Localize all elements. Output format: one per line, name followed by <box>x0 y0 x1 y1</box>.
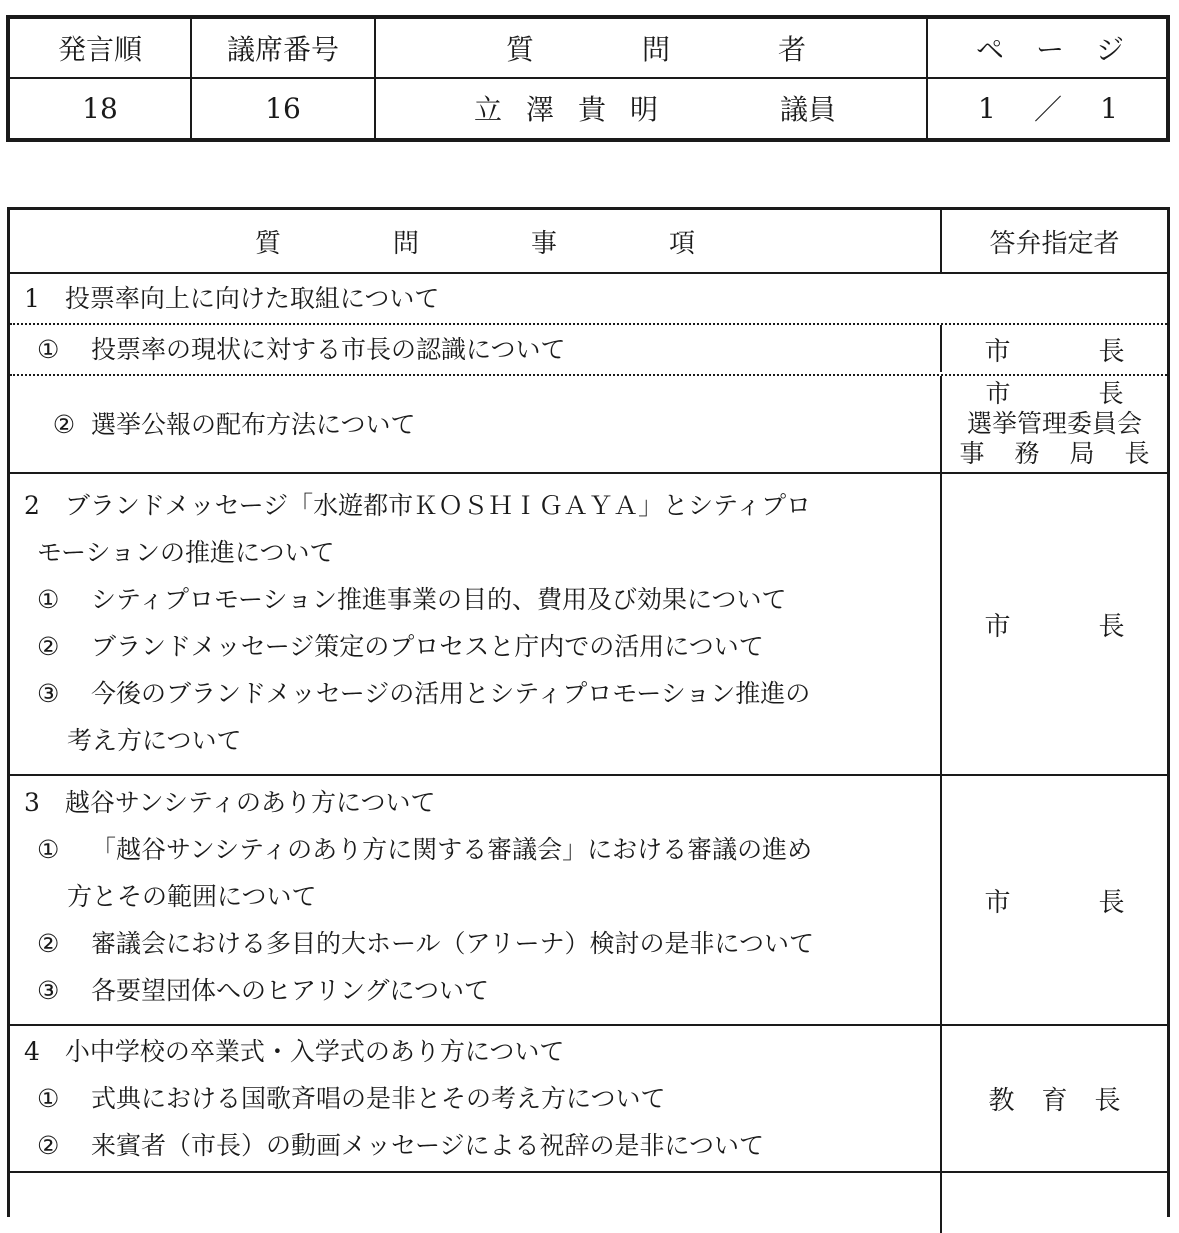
seat-number-value: 16 <box>192 79 376 139</box>
section-2-item-3: ③ 今後のブランドメッセージの活用とシティプロモーション推進の <box>37 679 811 708</box>
section-3-questions <box>10 776 942 1024</box>
section-4-item-2: ② 来賓者（市長）の動画メッセージによる祝辞の是非について <box>37 1131 765 1160</box>
section-2-answerer: 市 長 <box>984 611 1125 642</box>
section-4-answerer: 教 育 長 <box>988 1086 1121 1116</box>
header-col-seat: 議席番号 <box>192 19 376 79</box>
section-4-row <box>10 1026 1167 1173</box>
section-4-title: 4 小中学校の卒業式・入学式のあり方について <box>24 1037 565 1066</box>
table-head-answerer: 答弁指定者 <box>989 228 1120 259</box>
section-3-answerer: 市 長 <box>984 887 1125 918</box>
table-head-items: 質 問 事 項 <box>10 210 942 272</box>
section-1-item-2: ② 選挙公報の配布方法について <box>10 376 942 472</box>
section-1-item-1-row <box>10 325 1167 376</box>
questioner-title: 議員 <box>779 93 836 127</box>
section-2-title-cont: モーションの推進について <box>37 538 335 567</box>
section-2-item-1: ① シティプロモーション推進事業の目的、費用及び効果について <box>37 585 787 614</box>
question-items-table <box>7 207 1170 1217</box>
section-1-item-2-answerer: 市 長 選挙管理委員会 事 務 局 長 <box>959 379 1150 468</box>
questioner-name <box>376 79 928 139</box>
section-1-title: 1 投票率向上に向けた取組について <box>24 284 440 313</box>
header-col-questioner: 質 問 者 <box>376 19 928 79</box>
header-col-page: ペ ー ジ <box>928 19 1166 79</box>
speaker-order-value: 18 <box>10 79 192 139</box>
empty-next-row <box>10 1173 1167 1233</box>
section-3-item-2: ② 審議会における多目的大ホール（アリーナ）検討の是非について <box>37 929 815 958</box>
section-2-title: 2 ブランドメッセージ「水遊都市ＫＯＳＨＩＧＡＹＡ」とシティプロ <box>24 491 812 520</box>
section-4-questions <box>10 1026 942 1171</box>
speaker-header-table <box>6 15 1170 142</box>
section-1-item-2-row <box>10 376 1167 474</box>
table-head-row <box>10 210 1167 274</box>
section-2-questions <box>10 474 942 774</box>
section-3-row <box>10 776 1167 1026</box>
section-1-title-row <box>10 274 1167 325</box>
section-2-row <box>10 474 1167 776</box>
section-3-item-3: ③ 各要望団体へのヒアリングについて <box>37 976 490 1005</box>
section-1-item-1-answerer: 市 長 <box>984 337 1125 367</box>
section-4-item-1: ① 式典における国歌斉唱の是非とその考え方について <box>37 1084 666 1113</box>
questioner-name-chars: 立 澤 貴 明 <box>474 93 659 127</box>
page-indicator: 1 ／ 1 <box>978 91 1118 127</box>
section-2-item-3-cont: 考え方について <box>67 726 242 755</box>
section-3-item-1-cont: 方とその範囲について <box>67 882 317 911</box>
section-2-item-2: ② ブランドメッセージ策定のプロセスと庁内での活用について <box>37 632 764 661</box>
header-col-order: 発言順 <box>10 19 192 79</box>
section-3-item-1: ① 「越谷サンシティのあり方に関する審議会」における審議の進め <box>37 835 813 864</box>
section-3-title: 3 越谷サンシティのあり方について <box>24 788 436 817</box>
section-1-item-1: ① 投票率の現状に対する市長の認識について <box>10 325 942 372</box>
